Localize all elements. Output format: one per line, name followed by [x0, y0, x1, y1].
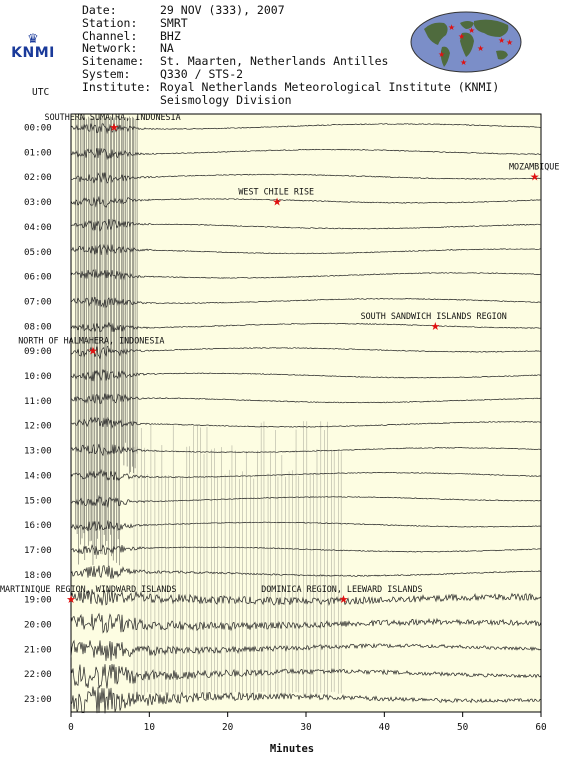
header-value: Royal Netherlands Meteorological Institute (KNMI): [160, 79, 500, 94]
hour-label: 23:00: [24, 694, 52, 706]
event-star-icon: ★: [430, 319, 441, 333]
header-value: Q330 / STS-2: [160, 66, 244, 81]
event-star-icon: ★: [272, 195, 282, 209]
hour-label: 05:00: [24, 246, 52, 258]
hour-label: 12:00: [24, 420, 52, 432]
svg-text:★: ★: [448, 23, 456, 32]
crown-icon: ♛: [28, 28, 38, 47]
event-label: WEST CHILE RISE: [238, 186, 315, 197]
header-label: Network:: [82, 41, 138, 56]
hour-label: 16:00: [24, 520, 52, 532]
hour-label: 08:00: [24, 321, 52, 333]
header-label: Sitename:: [82, 54, 145, 69]
event-star-icon: ★: [66, 593, 76, 607]
hour-label: 21:00: [24, 644, 52, 656]
header-value: 29 NOV (333), 2007: [160, 3, 285, 17]
timezone-label: UTC: [32, 87, 50, 98]
header-label: Channel:: [82, 28, 138, 43]
header-value: SMRT: [160, 15, 188, 30]
header-label: Date:: [82, 3, 117, 17]
x-tick-label: 40: [378, 722, 390, 733]
hour-label: 06:00: [24, 271, 52, 283]
hour-label: 07:00: [24, 296, 52, 308]
x-tick-label: 30: [300, 722, 312, 733]
event-label: MARTINIQUE REGION, WINDWARD ISLANDS: [0, 584, 177, 595]
event-label: MOZAMBIQUE: [508, 161, 560, 172]
svg-text:★: ★: [506, 38, 514, 47]
hour-label: 18:00: [24, 569, 52, 581]
event-star-icon: ★: [529, 170, 540, 184]
hour-label: 22:00: [24, 669, 52, 681]
header-label: Station:: [82, 15, 138, 30]
svg-text:★: ★: [460, 58, 468, 67]
hour-label: 11:00: [24, 395, 52, 407]
hour-label: 14:00: [24, 470, 52, 482]
hour-label: 01:00: [24, 147, 52, 159]
x-tick-label: 0: [68, 722, 74, 733]
header-label: System:: [82, 66, 131, 81]
hour-label: 15:00: [24, 495, 52, 507]
x-tick-label: 50: [457, 722, 469, 733]
x-tick-label: 10: [143, 722, 155, 733]
x-axis-label: Minutes: [269, 743, 315, 755]
hour-label: 13:00: [24, 445, 52, 457]
hour-label: 02:00: [24, 172, 52, 184]
svg-text:★: ★: [468, 26, 476, 35]
header-value: NA: [160, 41, 174, 56]
logo-text: KNMI: [11, 45, 55, 61]
header-value: St. Maarten, Netherlands Antilles: [160, 54, 389, 69]
hour-label: 00:00: [24, 122, 52, 134]
hour-label: 10:00: [24, 371, 52, 382]
svg-text:★: ★: [438, 50, 446, 59]
header-value: BHZ: [160, 28, 181, 43]
svg-text:★: ★: [458, 32, 466, 41]
svg-text:★: ★: [498, 36, 506, 45]
hour-label: 17:00: [24, 544, 52, 556]
svg-text:★: ★: [477, 44, 485, 53]
event-label: SOUTHERN SUMATRA, INDONESIA: [44, 112, 181, 122]
hour-label: 04:00: [24, 221, 52, 233]
event-label: NORTH OF HALMAHERA, INDONESIA: [18, 335, 165, 346]
hour-label: 20:00: [24, 619, 52, 631]
x-tick-label: 20: [222, 722, 234, 733]
event-label: DOMINICA REGION, LEEWARD ISLANDS: [261, 584, 423, 595]
header-label: Institute:: [82, 79, 152, 94]
event-star-icon: ★: [338, 593, 349, 607]
hour-label: 03:00: [24, 197, 52, 209]
hour-label: 09:00: [24, 346, 52, 358]
event-label: SOUTH SANDWICH ISLANDS REGION: [360, 310, 507, 321]
hour-label: 19:00: [24, 594, 52, 606]
event-star-icon: ★: [87, 344, 98, 358]
header-value: Seismology Division: [160, 92, 292, 107]
x-tick-label: 60: [535, 722, 547, 733]
event-star-icon: ★: [109, 121, 120, 134]
